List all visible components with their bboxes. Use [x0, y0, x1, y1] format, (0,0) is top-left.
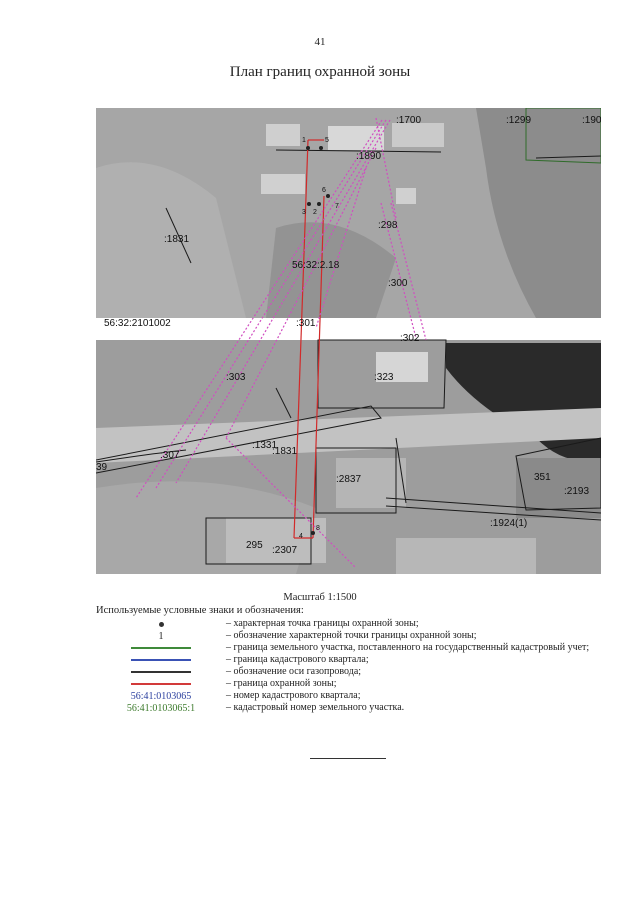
svg-text:2: 2	[313, 209, 317, 216]
map-label-301: :301	[296, 318, 316, 329]
map-label-1924: :1924(1)	[490, 518, 528, 529]
map-label-323: :323	[374, 372, 394, 383]
map-label-302: :302	[400, 333, 420, 344]
legend-desc: – номер кадастрового квартала;	[226, 690, 361, 701]
legend-row	[96, 678, 606, 690]
map-label-1831-top: :1831	[164, 234, 190, 245]
map-label-351: 351	[534, 472, 551, 483]
point-symbol-icon	[159, 622, 164, 627]
legend-row	[96, 642, 606, 654]
map-label-2307: :2307	[272, 545, 298, 556]
legend-row	[96, 690, 606, 702]
map-label-300: :300	[388, 278, 408, 289]
map-label-1700: :1700	[396, 115, 422, 126]
quarter-line-icon	[131, 659, 191, 661]
svg-text:6: 6	[322, 187, 326, 194]
legend-row	[96, 666, 606, 678]
map-label-center: 56:32:2.18	[292, 260, 340, 271]
map-label-298: :298	[378, 220, 398, 231]
legend-desc: – кадастровый номер земельного участка.	[226, 702, 405, 713]
map-label-1831-bottom: :1831	[272, 446, 298, 457]
legend-desc: – обозначение оси газопровода;	[226, 666, 362, 677]
page-title: План границ охранной зоны	[229, 64, 411, 80]
legend	[96, 618, 606, 714]
svg-text:7: 7	[335, 203, 339, 210]
map-label-39: 39	[96, 462, 108, 473]
svg-text:5: 5	[325, 137, 329, 144]
legend-row	[96, 630, 606, 642]
map-label-2193: :2193	[564, 486, 590, 497]
legend-desc: – характерная точка границы охранной зоны;	[226, 618, 419, 629]
protection-zone-line-icon	[131, 683, 191, 685]
map-label-307: :307	[160, 450, 180, 461]
map-label-1331: :1331	[252, 440, 278, 451]
legend-title: Используемые условные знаки и обозначения:	[96, 605, 304, 616]
legend-row	[96, 702, 606, 714]
legend-symbol-text: 1	[158, 630, 164, 642]
map-label-295: 295	[246, 540, 263, 551]
legend-symbol-parcel-number: 56:41:0103065:1	[126, 702, 196, 714]
pipeline-axis-icon	[131, 671, 191, 673]
page-number: 41	[314, 36, 326, 48]
legend-row	[96, 618, 606, 630]
legend-desc: – обозначение характерной точки границы охранной зоны;	[226, 630, 477, 641]
svg-text:1: 1	[302, 137, 306, 144]
svg-text:8: 8	[316, 525, 320, 532]
parcel-line-icon	[131, 647, 191, 649]
legend-desc: – граница земельного участка, поставленного на государственный кадастровый учет;	[226, 642, 590, 653]
map-label-2837: :2837	[336, 474, 362, 485]
map-label-1890: :1890	[356, 151, 382, 162]
legend-desc: – граница кадастрового квартала;	[226, 654, 369, 665]
map-image	[96, 108, 601, 574]
svg-text:3: 3	[302, 209, 306, 216]
svg-text:4: 4	[299, 533, 303, 540]
map-label-1299: :1299	[506, 115, 532, 126]
scale-caption: Масштаб 1:1500	[283, 592, 357, 603]
bottom-rule	[310, 758, 386, 759]
map-label-190: :190	[582, 115, 601, 126]
map-svg	[96, 108, 601, 574]
map-label-quarter: 56:32:2101002	[104, 318, 171, 329]
legend-desc: – граница охранной зоны;	[226, 678, 337, 689]
legend-row	[96, 654, 606, 666]
map-label-303: :303	[226, 372, 246, 383]
legend-symbol-quarter-number: 56:41:0103065	[130, 690, 192, 702]
